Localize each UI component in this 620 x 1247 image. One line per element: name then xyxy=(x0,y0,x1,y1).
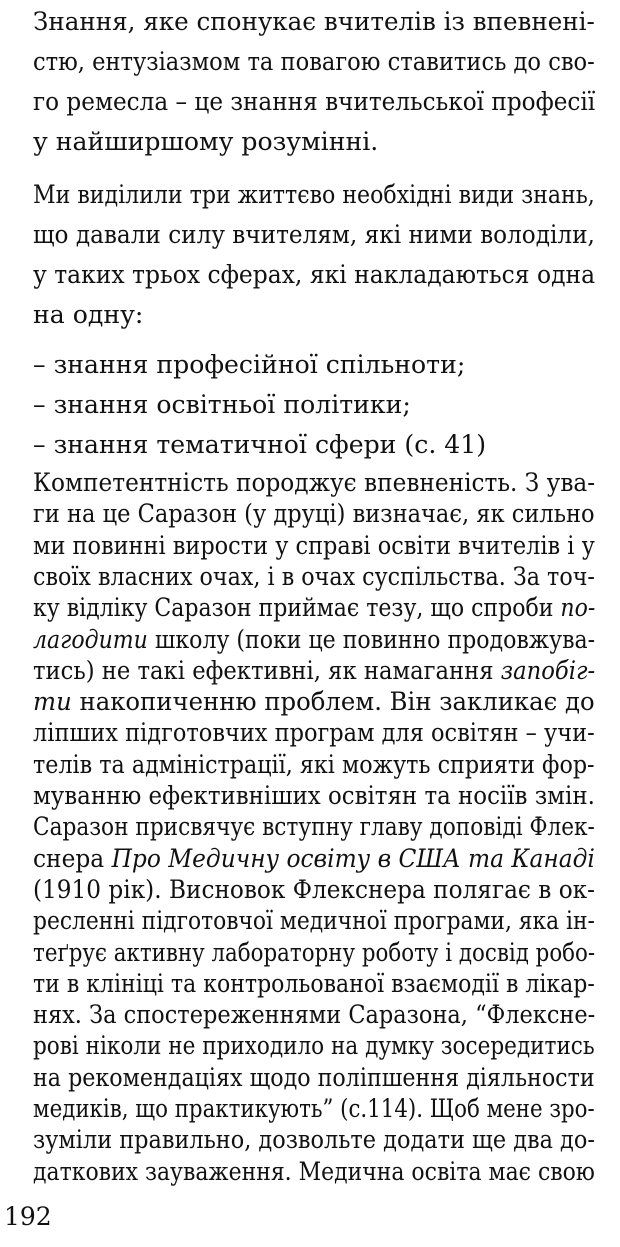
quote-line: що давали силу вчителям, які ними володіли, xyxy=(33,220,595,250)
text-span: муванню ефективніших освітян та носіїв змін. xyxy=(33,781,595,811)
text-span: ку відліку Саразон приймає тезу, що спроби xyxy=(33,593,561,624)
italic-text: лагодити xyxy=(33,624,148,655)
body-line xyxy=(33,812,595,843)
text-span: теґрує активну лабораторну роботу і досвід робо- xyxy=(33,937,596,968)
text-span: ги на це Саразон (у друці) визначає, як сильно xyxy=(33,499,595,530)
italic-text: Про Медичну освіту в США та Канаді xyxy=(111,843,595,874)
body-line xyxy=(33,499,595,530)
body-line xyxy=(33,781,595,812)
quote-line: стю, ентузіазмом та повагою ставитись до сво- xyxy=(33,47,595,77)
text-span: школу (поки це повинно продовжува- xyxy=(147,624,596,655)
quote-line: у найширшому розумінні. xyxy=(33,127,379,157)
body-line xyxy=(33,593,596,624)
quote-line: у таких трьох сферах, які накладаються одна xyxy=(33,260,596,290)
text-span: ми повинні вирости у справі освіти вчителів і у xyxy=(33,530,595,561)
text-span: ти в клініці та контрольованої взаємодії в лікар- xyxy=(33,968,595,999)
quote-line: Ми виділили три життєво необхідні види знань, xyxy=(33,180,595,210)
body-line xyxy=(33,968,595,1000)
body-line xyxy=(33,1000,596,1031)
text-span: Саразон присвячує вступну главу доповіді Флек- xyxy=(33,812,595,843)
body-line xyxy=(33,906,595,937)
quote-line: Знання, яке спонукає вчителів із впевнені- xyxy=(33,7,595,37)
quote-line: – знання професійної спільноти; xyxy=(33,350,466,380)
italic-text: по- xyxy=(560,593,596,624)
body-line xyxy=(33,1125,595,1156)
quote-line: – знання тематичної сфери (с. 41) xyxy=(33,430,487,460)
text-span: телів та адміністрації, які можуть сприяти фор- xyxy=(33,749,595,780)
body-line xyxy=(33,624,596,656)
text-span: рові ніколи не приходило на думку зосередитись xyxy=(33,1031,595,1062)
text-span: зуміли правильно, дозвольте додати ще два до- xyxy=(33,1125,595,1156)
body-line xyxy=(33,1094,595,1125)
body-line xyxy=(33,843,595,875)
text-span: нях. За спостереженнями Саразона, “Флекснe- xyxy=(33,1000,596,1031)
text-span: (1910 рік). Висновок Флекснера полягає в ок- xyxy=(33,874,595,905)
text-span: даткових зауваження. Медична освіта має свою xyxy=(33,1156,595,1187)
text-span: снера xyxy=(33,843,112,874)
text-span: накопиченню проблем. Він закликає до xyxy=(71,687,595,718)
text-span: на рекомендаціях щодо поліпшення діяльности xyxy=(33,1062,595,1093)
body-line xyxy=(33,874,595,906)
body-line xyxy=(33,655,596,687)
quote-line: на одну: xyxy=(33,300,144,330)
body-line xyxy=(33,937,596,969)
body-line xyxy=(33,749,595,781)
body-line xyxy=(33,718,595,749)
text-span: ресленні підготовчої медичної програми, яка ін- xyxy=(33,906,595,937)
quote-line: – знання освітньої політики; xyxy=(33,390,411,420)
body-line xyxy=(33,530,595,562)
italic-text: запобіг- xyxy=(500,655,596,686)
page-number: 192 xyxy=(4,1202,52,1231)
text-span: ліпших підготовчих програм для освітян – учи- xyxy=(33,718,595,749)
body-line xyxy=(33,1156,595,1188)
italic-text: ти xyxy=(33,687,72,718)
text-span: своїх власних очах, і в очах суспільства. За точ- xyxy=(33,561,595,592)
quote-line: го ремесла – це знання вчительської професії xyxy=(33,87,596,117)
text-span: медиків, що практикують” (с.114). Щоб мене зро- xyxy=(33,1094,595,1124)
body-line xyxy=(33,687,595,718)
body-line xyxy=(33,1031,595,1062)
body-line xyxy=(33,561,595,593)
body-line xyxy=(33,468,596,499)
body-line xyxy=(33,1062,595,1094)
text-span: Компетентність породжує впевненість. З ува- xyxy=(33,468,596,498)
text-span: тись) не такі ефективні, як намагання xyxy=(33,655,501,686)
